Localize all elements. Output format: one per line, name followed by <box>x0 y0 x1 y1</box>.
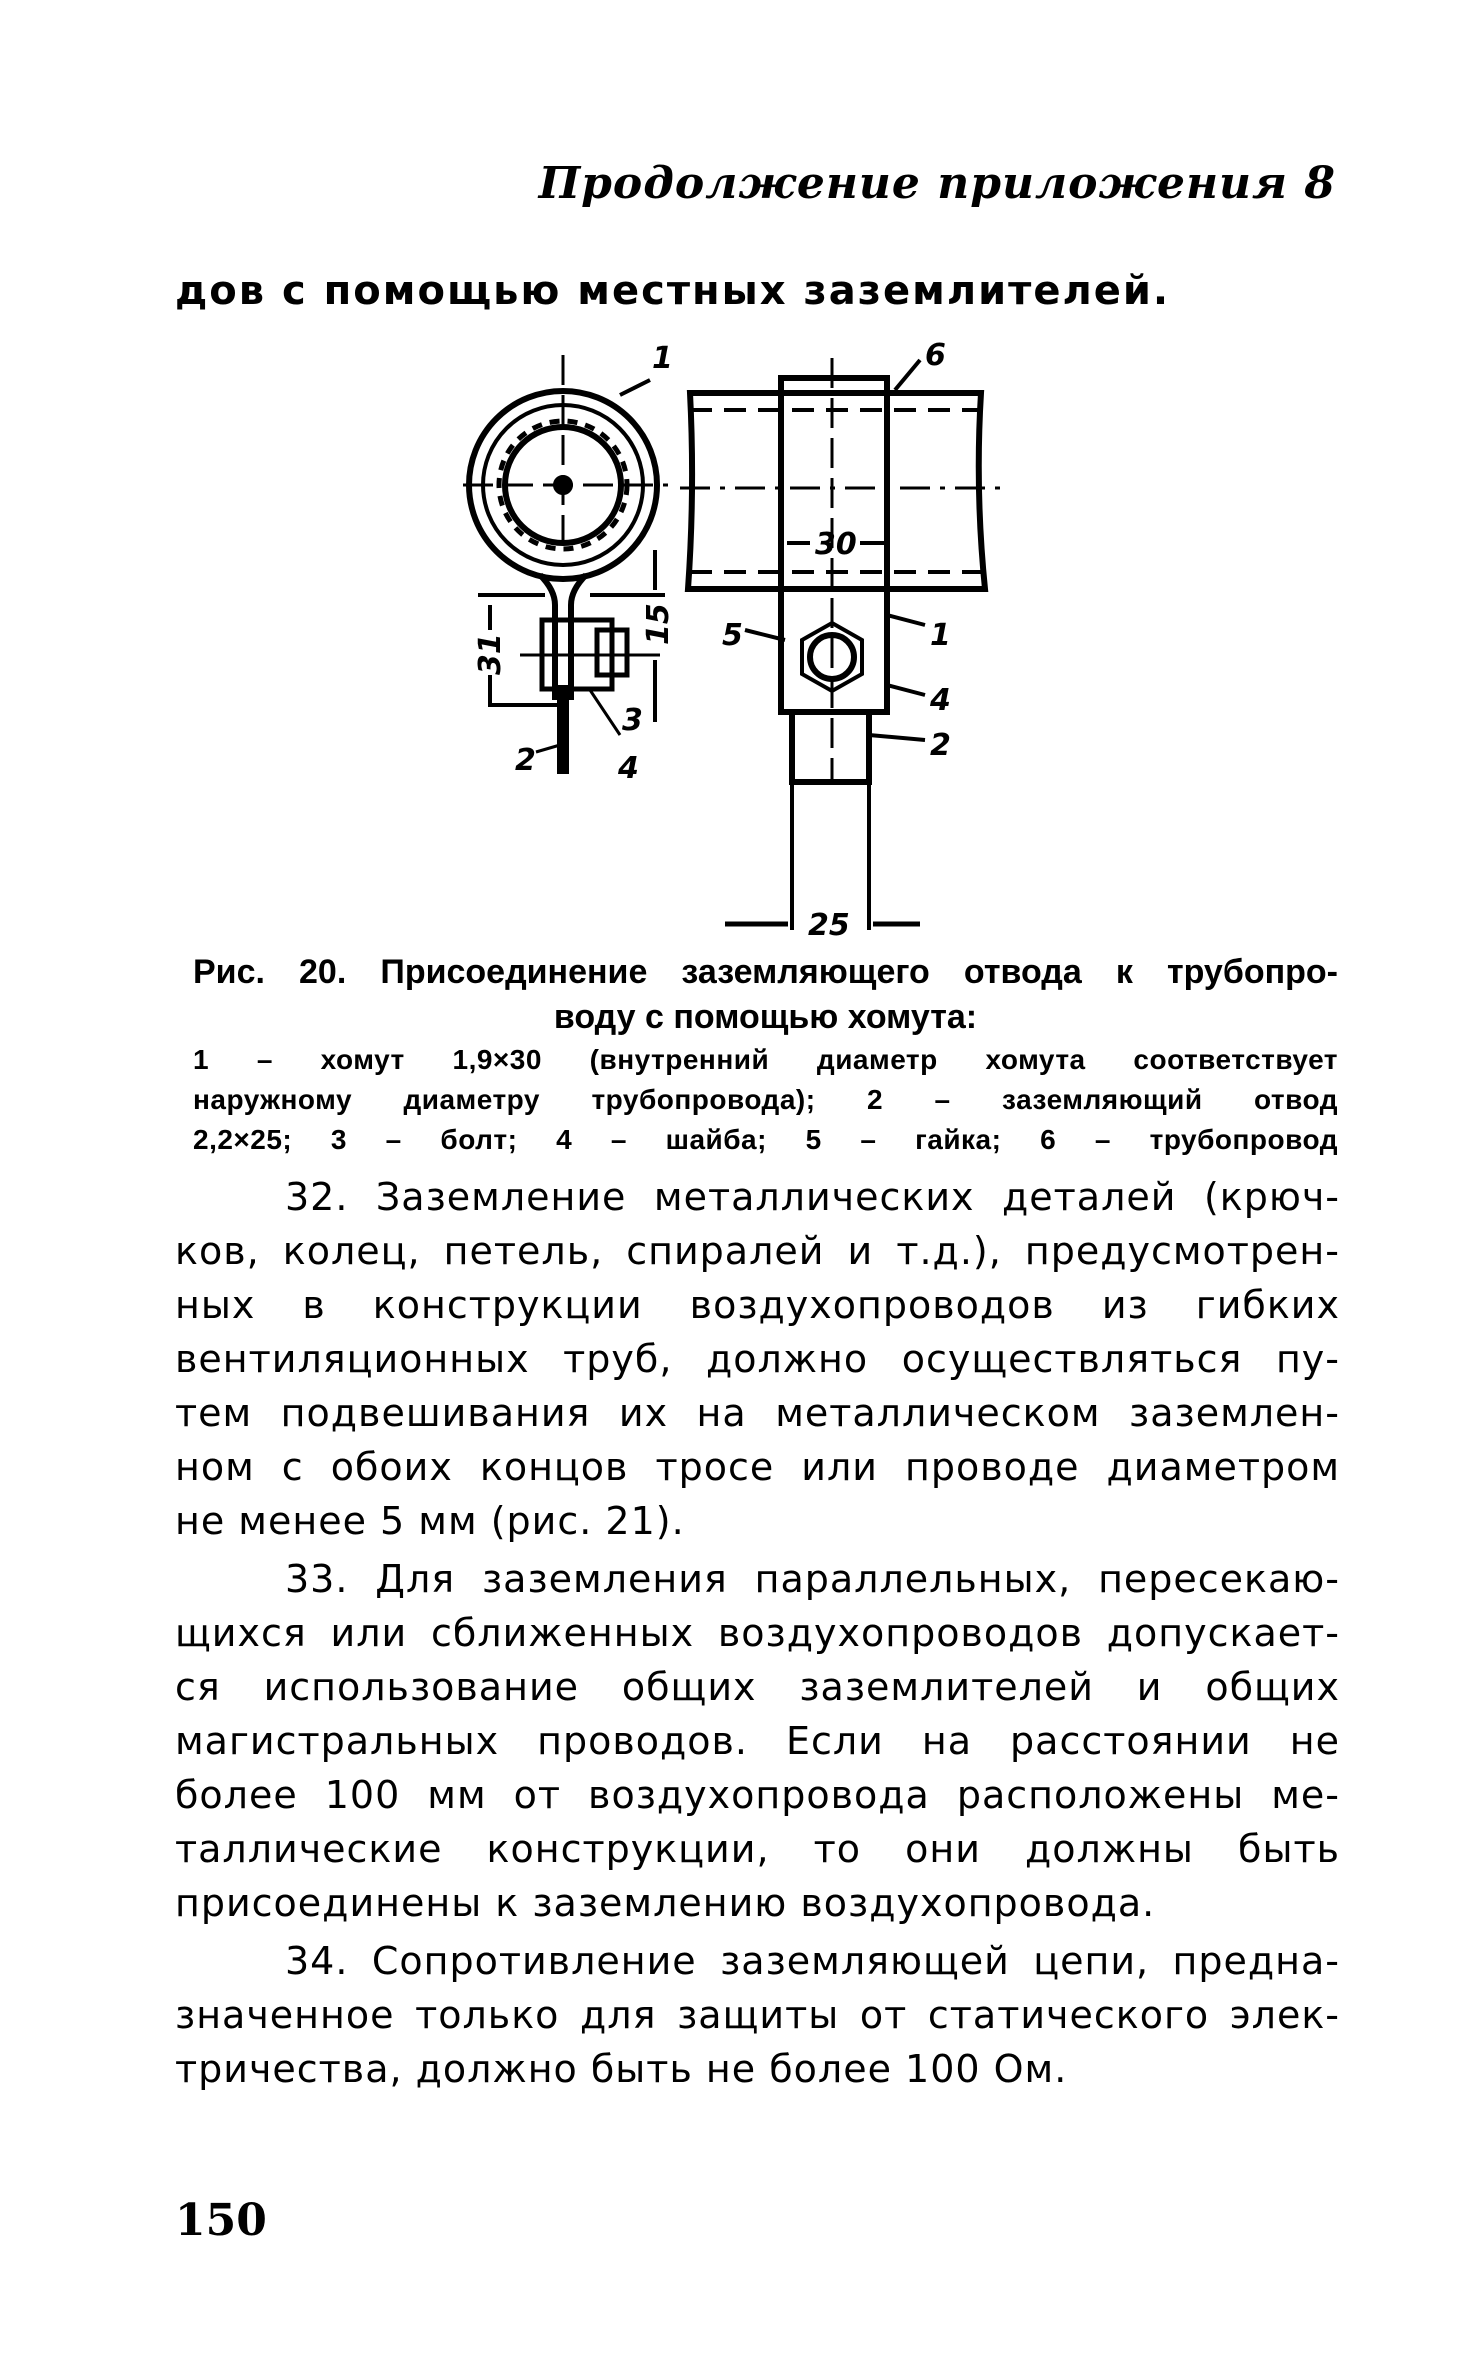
text-line: вентиляционных труб, должно осуществляться пу- <box>175 1337 1340 1381</box>
text-line: 33. Для заземления параллельных, пересекаю- <box>285 1557 1340 1601</box>
text-line: ся использование общих заземлителей и общих <box>175 1665 1340 1709</box>
paragraph-33 <box>175 1552 1340 1930</box>
caption-title-line: воду с помощью хомута: <box>553 998 978 1036</box>
text-line: ков, колец, петель, спиралей и т.д.), предусмотрен- <box>175 1229 1340 1273</box>
figure-content <box>463 338 1005 943</box>
caption-legend-line: 1 – хомут 1,9×30 (внутренний диаметр хомута соответствует <box>193 1044 1338 1075</box>
text-line: ном с обоих концов тросе или проводе диаметром <box>175 1445 1340 1489</box>
text-line: тричества, должно быть не более 100 Ом. <box>175 2047 1068 2091</box>
label-4-washer: 4 <box>618 751 639 786</box>
label-4-washer-front: 4 <box>930 683 951 718</box>
dim-25: 25 <box>808 908 850 943</box>
text-line: 32. Заземление металлических деталей (крюч- <box>285 1175 1340 1219</box>
label-5-nut: 5 <box>722 618 743 653</box>
page-number: 150 <box>175 2195 267 2246</box>
label-6-pipe: 6 <box>925 338 946 373</box>
text-line: ных в конструкции воздухопроводов из гибких <box>175 1283 1340 1327</box>
paragraph-34 <box>175 1934 1340 2096</box>
running-head: Продолжение приложения 8 <box>538 158 1336 209</box>
text-line: более 100 мм от воздухопровода расположены ме- <box>175 1773 1340 1817</box>
label-2-lead: 2 <box>515 743 536 778</box>
body-text <box>175 1170 1340 2100</box>
continuation-line: дов с помощью местных заземлителей. <box>175 268 1171 314</box>
text-line: магистральных проводов. Если на расстоянии не <box>175 1719 1340 1763</box>
label-1-clamp: 1 <box>652 341 673 376</box>
figure-caption <box>193 950 1338 1160</box>
caption-legend-line: наружному диаметру трубопровода); 2 – заземляющий отвод <box>193 1084 1338 1115</box>
label-1-clamp-front: 1 <box>930 618 951 653</box>
dim-15: 15 <box>641 603 676 645</box>
text-line: 34. Сопротивление заземляющей цепи, предна- <box>285 1939 1340 1983</box>
text-line: щихся или сближенных воздухопроводов допускает- <box>175 1611 1340 1655</box>
dim-31: 31 <box>473 633 508 675</box>
text-line: присоединены к заземлению воздухопровода. <box>175 1881 1156 1925</box>
caption-legend-line: 2,2×25; 3 – болт; 4 – шайба; 5 – гайка; 6 – трубопровод <box>193 1124 1338 1155</box>
text-line: таллические конструкции, то они должны быть <box>175 1827 1340 1871</box>
text-line: значенное только для защиты от статического элек- <box>175 1993 1340 2037</box>
caption-title-line: Рис. 20. Присоединение заземляющего отвода к трубопро- <box>193 953 1338 991</box>
figure-pipe-clamp-diagram <box>0 0 1476 1000</box>
label-2-lead-front: 2 <box>930 728 951 763</box>
dim-30: 30 <box>815 527 857 562</box>
text-line: не менее 5 мм (рис. 21). <box>175 1499 685 1543</box>
paragraph-32 <box>175 1170 1340 1548</box>
label-3-bolt: 3 <box>622 703 643 738</box>
text-line: тем подвешивания их на металлическом заземлен- <box>175 1391 1340 1435</box>
